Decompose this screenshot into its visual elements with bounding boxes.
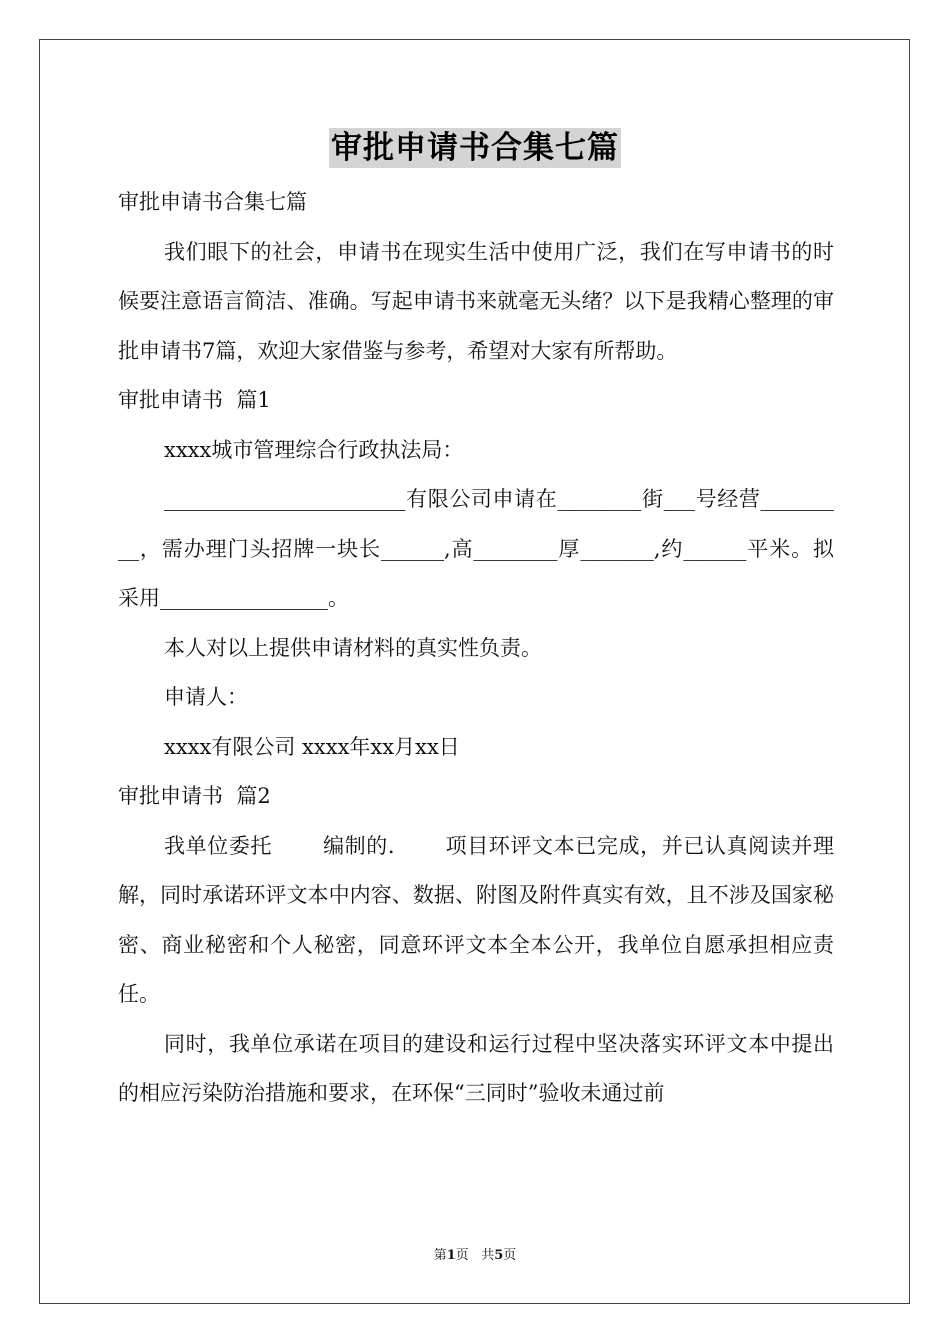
current-page-number: 1 xyxy=(446,1248,456,1263)
subtitle-line: 审批申请书合集七篇 xyxy=(118,190,307,214)
responsibility-statement: 本人对以上提供申请材料的真实性负责。 xyxy=(164,635,542,660)
section-heading-2: 审批申请书 篇2 xyxy=(118,784,271,808)
applicant-label: 申请人： xyxy=(164,685,248,709)
application-form-paragraph: _______________________有限公司申请在________街___号经营_________，需办理门头招牌一块长______,高________厚_______,约______平米。拟采用________________。 xyxy=(118,487,834,610)
commitment-paragraph: 我单位委托 编制的. 项目环评文本已完成，并已认真阅读并理解，同时承诺环评文本中内容、数据、附图及附件真实有效，且不涉及国家秘密、商业秘密和个人秘密，同意环评文本全本公开，我单位自愿承担相应责任。 xyxy=(118,833,834,1006)
document-body xyxy=(118,178,834,1119)
page-suffix: 页 xyxy=(503,1248,517,1263)
intro-paragraph: 我们眼下的社会，申请书在现实生活中使用广泛，我们在写申请书的时候要注意语言简洁、准确。写起申请书来就毫无头绪？以下是我精心整理的审批申请书7篇，欢迎大家借鉴与参考，希望对大家有所帮助。 xyxy=(118,239,834,363)
section-heading-1: 审批申请书 篇1 xyxy=(118,388,271,412)
document-title-wrap xyxy=(0,128,950,168)
signature-date-line: xxxx有限公司 xxxx年xx月xx日 xyxy=(164,734,460,759)
page-mid: 页 共 xyxy=(455,1248,495,1263)
document-title: 审批申请书合集七篇 xyxy=(331,130,619,166)
page-number-footer xyxy=(0,1248,950,1264)
addressee-line: xxxx城市管理综合行政执法局： xyxy=(164,437,464,462)
page-prefix: 第 xyxy=(433,1248,447,1263)
pollution-control-paragraph: 同时，我单位承诺在项目的建设和运行过程中坚决落实环评文本中提出的相应污染防治措施和要求，在环保“三同时”验收未通过前 xyxy=(118,1031,834,1105)
total-page-number: 5 xyxy=(494,1248,504,1263)
